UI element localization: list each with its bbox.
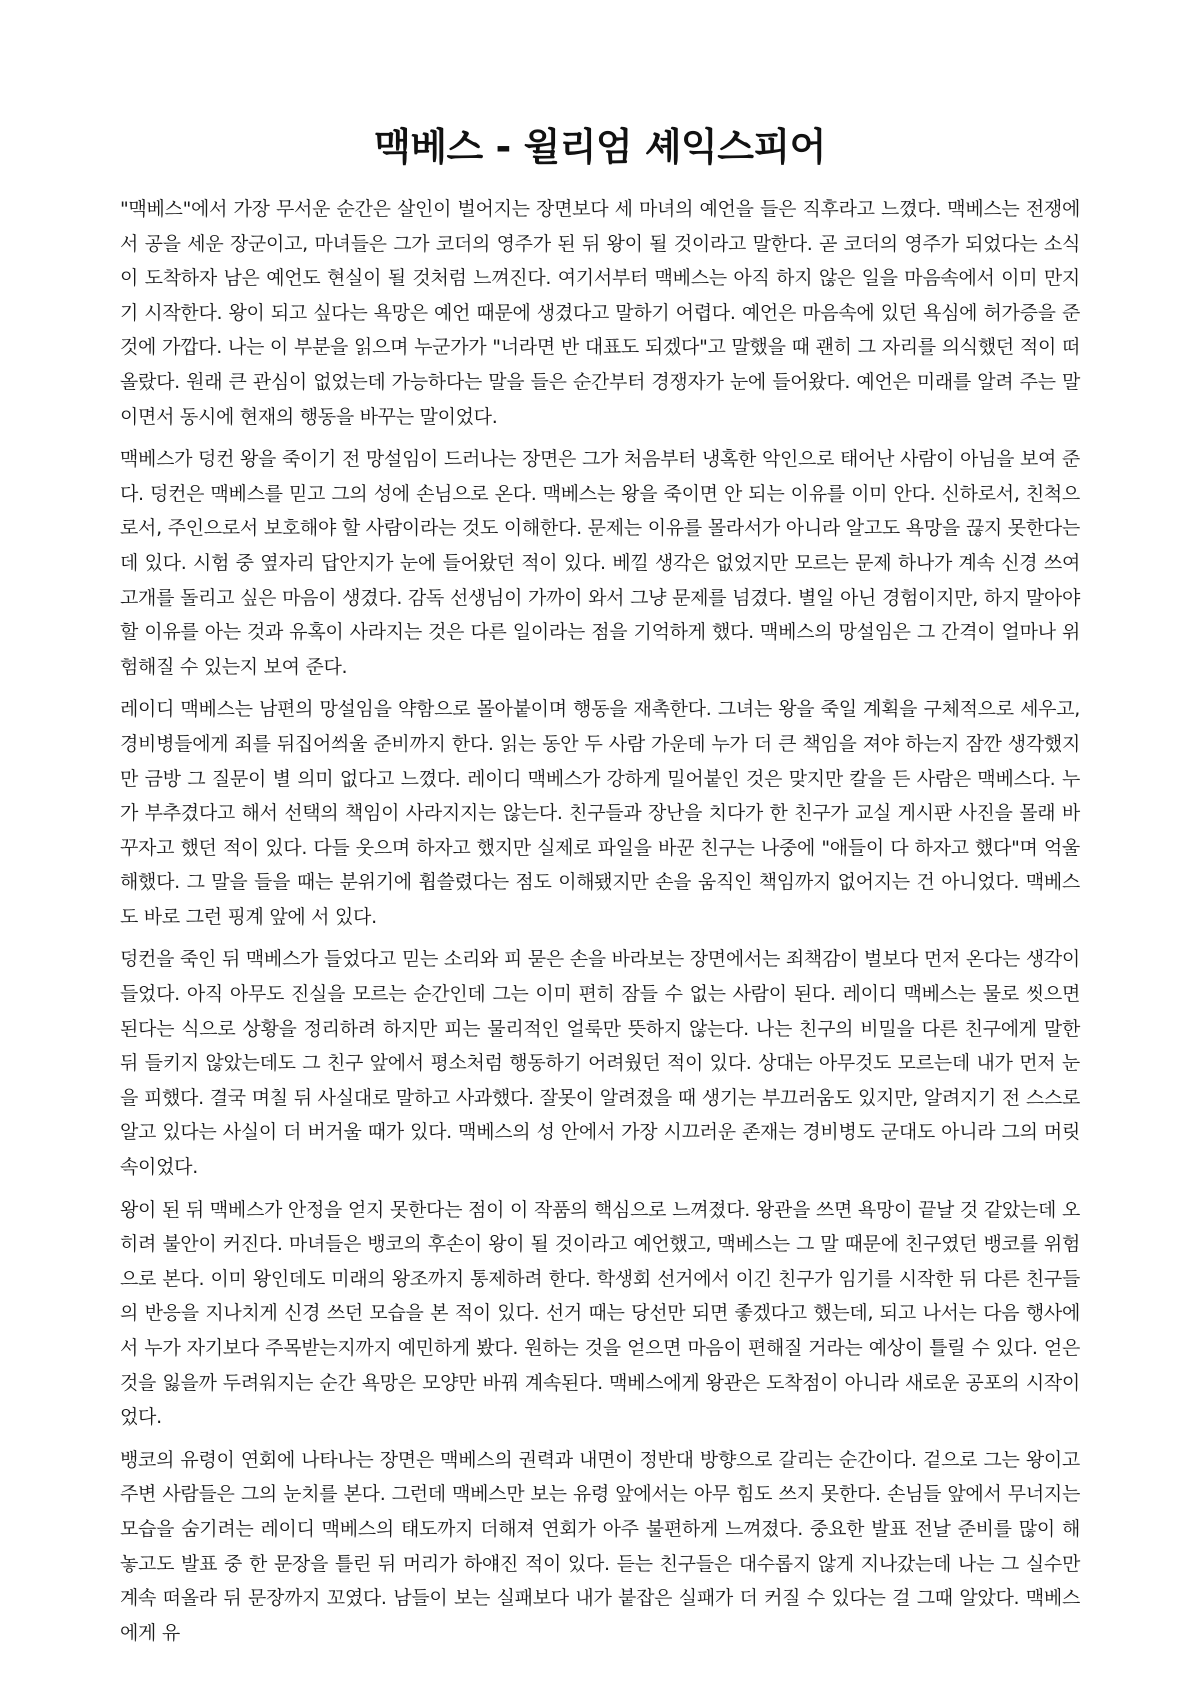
paragraph-5: 왕이 된 뒤 맥베스가 안정을 얻지 못한다는 점이 이 작품의 핵심으로 느껴졌다. 왕관을 쓰면 욕망이 끝날 것 같았는데 오히려 불안이 커진다. 마녀들은 뱅코의 후손이 왕이 될 것이라고 예언했고, 맥베스는 그 말 때문에 친구였던 뱅코를 위험으로 본다. 이미 왕인데도 미래의 왕조까지 통제하려 한다. 학생회 선거에서 이긴 친구가 임기를 시작한 뒤 다른 친구들의 반응을 지나치게 신경 쓰던 모습을 본 적이 있다. 선거 때는 당선만 되면 좋겠다고 했는데, 되고 나서는 다음 행사에서 누가 자기보다 주목받는지까지 예민하게 봤다. 원하는 것을 얻으면 마음이 편해질 거라는 예상이 틀릴 수 있다. 얻은 것을 잃을까 두려워지는 순간 욕망은 모양만 바꿔 계속된다. 맥베스에게 왕관은 도착점이 아니라 새로운 공포의 시작이었다.	[120, 1198, 1080, 1429]
paragraph-3: 레이디 맥베스는 남편의 망설임을 약함으로 몰아붙이며 행동을 재촉한다. 그녀는 왕을 죽일 계획을 구체적으로 세우고, 경비병들에게 죄를 뒤집어씌울 준비까지 한다. 읽는 동안 두 사람 가운데 누가 더 큰 책임을 져야 하는지 잠깐 생각했지만 금방 그 질문이 별 의미 없다고 느꼈다. 레이디 맥베스가 강하게 밀어붙인 것은 맞지만 칼을 든 사람은 맥베스다. 누가 부추겼다고 해서 선택의 책임이 사라지지는 않는다. 친구들과 장난을 치다가 한 친구가 교실 게시판 사진을 몰래 바꾸자고 했던 적이 있다. 다들 웃으며 하자고 했지만 실제로 파일을 바꾼 친구는 나중에 "애들이 다 하자고 했다"며 억울해했다. 그 말을 들을 때는 분위기에 휩쓸렸다는 점도 이해됐지만 손을 움직인 책임까지 없어지는 건 아니었다. 맥베스도 바로 그런 핑계 앞에 서 있다.	[120, 698, 1080, 928]
paragraph-2: 맥베스가 덩컨 왕을 죽이기 전 망설임이 드러나는 장면은 그가 처음부터 냉혹한 악인으로 태어난 사람이 아님을 보여 준다. 덩컨은 맥베스를 믿고 그의 성에 손님으로 온다. 맥베스는 왕을 죽이면 안 되는 이유를 이미 안다. 신하로서, 친척으로서, 주인으로서 보호해야 할 사람이라는 것도 이해한다. 문제는 이유를 몰라서가 아니라 알고도 욕망을 끊지 못한다는 데 있다. 시험 중 옆자리 답안지가 눈에 들어왔던 적이 있다. 베낄 생각은 없었지만 모르는 문제 하나가 계속 신경 쓰여 고개를 돌리고 싶은 마음이 생겼다. 감독 선생님이 가까이 와서 그냥 문제를 넘겼다. 별일 아닌 경험이지만, 하지 말아야 할 이유를 아는 것과 유혹이 사라지는 것은 다른 일이라는 점을 기억하게 했다. 맥베스의 망설임은 그 간격이 얼마나 위험해질 수 있는지 보여 준다.	[120, 448, 1080, 678]
paragraph-6: 뱅코의 유령이 연회에 나타나는 장면은 맥베스의 권력과 내면이 정반대 방향으로 갈리는 순간이다. 겉으로 그는 왕이고 주변 사람들은 그의 눈치를 본다. 그런데 맥베스만 보는 유령 앞에서는 아무 힘도 쓰지 못한다. 손님들 앞에서 무너지는 모습을 숨기려는 레이디 맥베스의 태도까지 더해져 연회가 아주 불편하게 느껴졌다. 중요한 발표 전날 준비를 많이 해 놓고도 발표 중 한 문장을 틀린 뒤 머리가 하얘진 적이 있다. 듣는 친구들은 대수롭지 않게 지나갔는데 나는 그 실수만 계속 떠올라 뒤 문장까지 꼬였다. 남들이 보는 실패보다 내가 붙잡은 실패가 더 커질 수 있다는 걸 그때 알았다. 맥베스에게 유	[120, 1448, 1080, 1644]
document-body	[120, 192, 1080, 1650]
paragraph-1: "맥베스"에서 가장 무서운 순간은 살인이 벌어지는 장면보다 세 마녀의 예언을 들은 직후라고 느꼈다. 맥베스는 전쟁에서 공을 세운 장군이고, 마녀들은 그가 코더의 영주가 된 뒤 왕이 될 것이라고 말한다. 곧 코더의 영주가 되었다는 소식이 도착하자 남은 예언도 현실이 될 것처럼 느껴진다. 여기서부터 맥베스는 아직 하지 않은 일을 마음속에서 이미 만지기 시작한다. 왕이 되고 싶다는 욕망은 예언 때문에 생겼다고 말하기 어렵다. 예언은 마음속에 있던 욕심에 허가증을 준 것에 가깝다. 나는 이 부분을 읽으며 누군가가 "너라면 반 대표도 되겠다"고 말했을 때 괜히 그 자리를 의식했던 적이 떠올랐다. 원래 큰 관심이 없었는데 가능하다는 말을 들은 순간부터 경쟁자가 눈에 들어왔다. 예언은 미래를 알려 주는 말이면서 동시에 현재의 행동을 바꾸는 말이었다.	[120, 198, 1080, 428]
paragraph-4: 덩컨을 죽인 뒤 맥베스가 들었다고 믿는 소리와 피 묻은 손을 바라보는 장면에서는 죄책감이 벌보다 먼저 온다는 생각이 들었다. 아직 아무도 진실을 모르는 순간인데 그는 이미 편히 잠들 수 없는 사람이 된다. 레이디 맥베스는 물로 씻으면 된다는 식으로 상황을 정리하려 하지만 피는 물리적인 얼룩만 뜻하지 않는다. 나는 친구의 비밀을 다른 친구에게 말한 뒤 들키지 않았는데도 그 친구 앞에서 평소처럼 행동하기 어려웠던 적이 있다. 상대는 아무것도 모르는데 내가 먼저 눈을 피했다. 결국 며칠 뒤 사실대로 말하고 사과했다. 잘못이 알려졌을 때 생기는 부끄러움도 있지만, 알려지기 전 스스로 알고 있다는 사실이 더 버거울 때가 있다. 맥베스의 성 안에서 가장 시끄러운 존재는 경비병도 군대도 아니라 그의 머릿속이었다.	[120, 948, 1080, 1179]
document-title: 맥베스 - 윌리엄 셰익스피어	[374, 125, 826, 169]
